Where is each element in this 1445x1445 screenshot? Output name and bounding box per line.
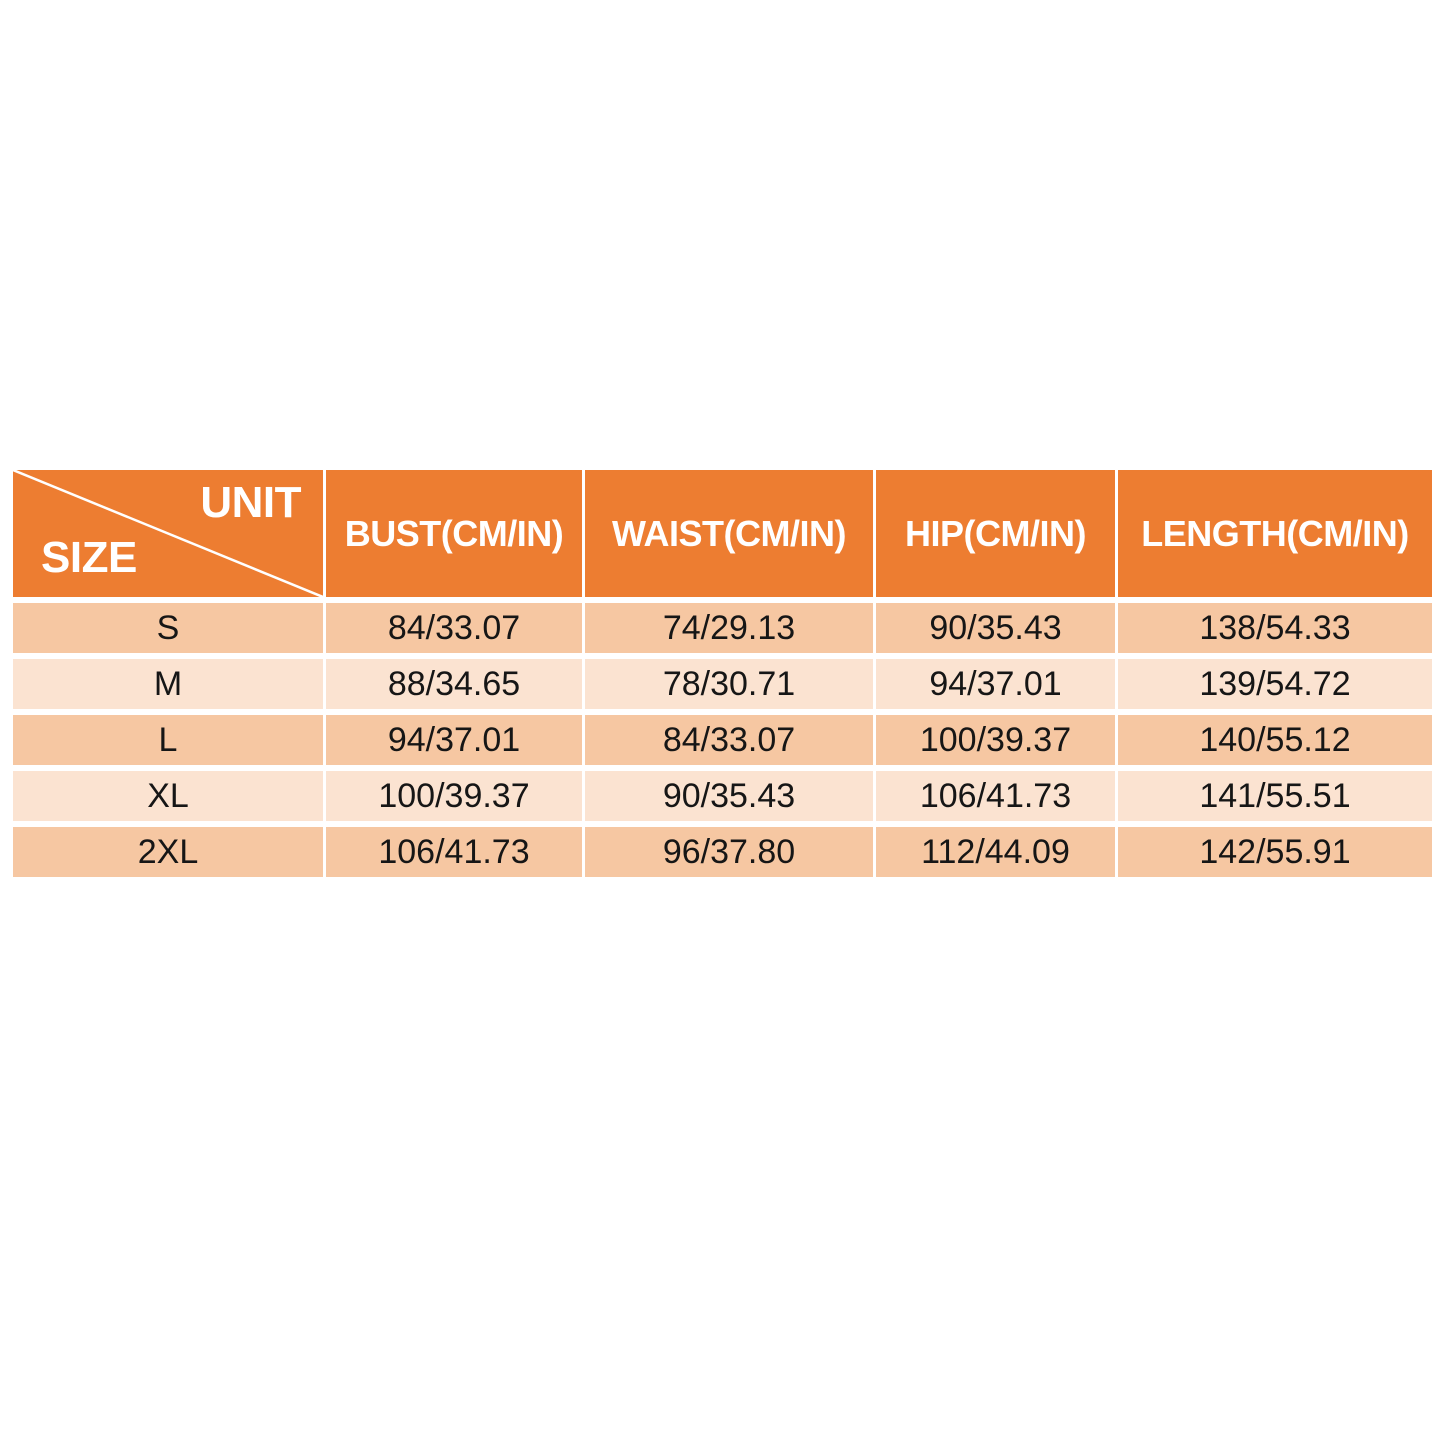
size-cell-2xl: 2XL — [13, 827, 323, 877]
data-cell-m-hip: 94/37.01 — [876, 659, 1115, 709]
data-cell-2xl-bust: 106/41.73 — [326, 827, 582, 877]
data-cell-xl-bust: 100/39.37 — [326, 771, 582, 821]
corner-cell-unit-size — [13, 470, 323, 597]
data-cell-m-length: 139/54.72 — [1118, 659, 1432, 709]
size-chart-table — [13, 470, 1432, 877]
corner-unit-label: UNIT — [200, 478, 301, 527]
header-cell-hip: HIP(CM/IN) — [876, 470, 1115, 597]
size-cell-s: S — [13, 603, 323, 653]
size-cell-l: L — [13, 715, 323, 765]
data-cell-l-waist: 84/33.07 — [585, 715, 873, 765]
data-cell-s-hip: 90/35.43 — [876, 603, 1115, 653]
data-cell-xl-hip: 106/41.73 — [876, 771, 1115, 821]
data-cell-l-hip: 100/39.37 — [876, 715, 1115, 765]
data-cell-s-bust: 84/33.07 — [326, 603, 582, 653]
data-cell-2xl-hip: 112/44.09 — [876, 827, 1115, 877]
data-cell-l-bust: 94/37.01 — [326, 715, 582, 765]
size-cell-m: M — [13, 659, 323, 709]
data-cell-xl-length: 141/55.51 — [1118, 771, 1432, 821]
data-cell-s-length: 138/54.33 — [1118, 603, 1432, 653]
size-cell-xl: XL — [13, 771, 323, 821]
corner-size-label: SIZE — [41, 533, 137, 582]
data-cell-2xl-waist: 96/37.80 — [585, 827, 873, 877]
data-cell-l-length: 140/55.12 — [1118, 715, 1432, 765]
header-cell-length: LENGTH(CM/IN) — [1118, 470, 1432, 597]
data-cell-xl-waist: 90/35.43 — [585, 771, 873, 821]
data-cell-s-waist: 74/29.13 — [585, 603, 873, 653]
data-cell-m-bust: 88/34.65 — [326, 659, 582, 709]
data-cell-2xl-length: 142/55.91 — [1118, 827, 1432, 877]
data-cell-m-waist: 78/30.71 — [585, 659, 873, 709]
header-cell-bust: BUST(CM/IN) — [326, 470, 582, 597]
header-cell-waist: WAIST(CM/IN) — [585, 470, 873, 597]
